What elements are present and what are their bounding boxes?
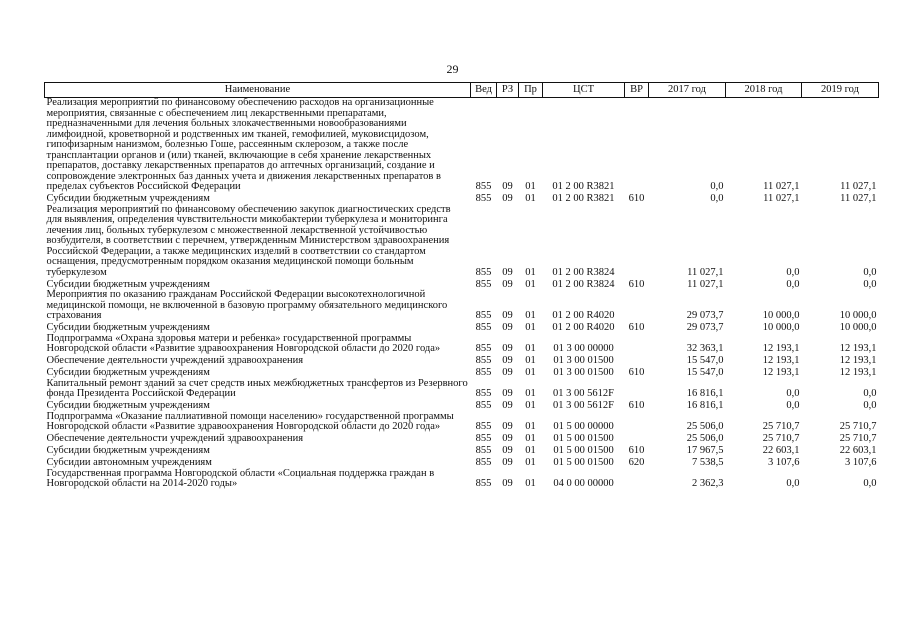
cell-cst: 04 0 00 00000 [553,478,614,489]
table-row [45,457,879,469]
cell-vr [625,334,649,355]
cell-cst: 01 3 00 01500 [553,355,614,366]
cell-rz: 09 [502,266,513,278]
table-row [45,412,879,433]
cell-2017: 29 073,7 [686,322,724,333]
cell-rz: 09 [502,367,513,378]
cell-pr: 01 [525,457,536,468]
cell-2019: 0,0 [863,278,877,290]
cell-name: Реализация мероприятий по финансовому обеспечению закупок диагностических средств для выявления, определения чувствительности микобактерии туберкулеза и мониторинга лечения лиц, больных туберкулезом с множественной лекарственной устойчивостью возбудителя, в соответствии с перечнем, утвержденным Министерством здравоохранения Российской Федерации, а также медицинских изделий в соответствии со стандартом оснащения, предусмотренным порядком оказания медицинской помощи больным туберкулезом [46,203,451,278]
cell-2018: 25 710,7 [762,421,800,432]
cell-2018: 0,0 [786,400,800,411]
cell-ved: 855 [475,278,492,290]
cell-ved: 855 [475,266,492,278]
header-cst: ЦСТ [543,83,625,98]
cell-rz: 09 [502,400,513,411]
cell-name: Субсидии бюджетным учреждениям [46,322,210,333]
cell-2017: 0,0 [710,181,724,192]
header-vr: ВР [625,83,649,98]
cell-rz: 09 [502,181,513,192]
cell-ved: 855 [475,310,492,321]
cell-cst: 01 3 00 5612F [553,400,614,411]
cell-rz: 09 [502,478,513,489]
cell-pr: 01 [525,433,536,444]
cell-2019: 25 710,7 [839,433,877,444]
cell-2017: 32 363,1 [686,343,724,354]
cell-vr [625,379,649,400]
header-ved: Вед [471,83,497,98]
header-2017: 2017 год [649,83,726,98]
cell-rz: 09 [502,457,513,468]
table-body [45,98,879,490]
cell-cst: 01 3 00 01500 [553,367,614,378]
cell-rz: 09 [502,445,513,456]
cell-name: Реализация мероприятий по финансовому обеспечению расходов на организационные мероприятия, связанные с обеспечением лиц лекарственными препаратами, предназначенными для лечения больных злокачественными новообразованиями лимфоидной, кроветворной и родственных им тканей, гемофилией, муковисцидозом, гипофизарным нанизмом, болезнью Гоше, рассеянным склерозом, а также после трансплантации органов и (или) тканей, включающие в себя хранение лекарственных препаратов, доставку лекарственных препаратов до аптечных организаций, создание и сопровождение электронных баз данных учета и движения лекарственных препаратов в пределах субъектов Российской Федерации [46,97,441,192]
cell-vr [625,98,649,193]
header-pr: Пр [519,83,543,98]
cell-2017: 0,0 [710,193,724,204]
cell-cst: 01 5 00 01500 [553,457,614,468]
cell-pr: 01 [525,445,536,456]
cell-name: Капитальный ремонт зданий за счет средств иных межбюджетных трансфертов из Резервного фонда Президента Российской Федерации [46,377,468,399]
cell-rz: 09 [502,193,513,204]
cell-2019: 10 000,0 [839,322,877,333]
cell-vr [625,290,649,322]
cell-2019: 0,0 [863,266,877,278]
cell-2019: 0,0 [863,478,877,489]
table-row [45,367,879,379]
cell-2017: 25 506,0 [686,433,724,444]
cell-2019: 12 193,1 [839,355,877,366]
cell-vr: 610 [628,445,645,456]
cell-pr: 01 [525,400,536,411]
cell-pr: 01 [525,421,536,432]
cell-2018: 0,0 [786,478,800,489]
cell-2017: 11 027,1 [687,266,724,278]
cell-2018: 10 000,0 [762,310,800,321]
cell-ved: 855 [475,322,492,333]
cell-cst: 01 2 00 R3821 [552,181,615,192]
cell-2017: 16 816,1 [686,400,724,411]
cell-2019: 25 710,7 [839,421,877,432]
cell-ved: 855 [475,421,492,432]
cell-ved: 855 [475,343,492,354]
cell-cst: 01 2 00 R3821 [552,193,615,204]
cell-rz: 09 [502,278,513,290]
cell-2019: 11 027,1 [840,193,877,204]
header-name: Наименование [45,83,471,98]
cell-2019: 0,0 [863,388,877,399]
cell-ved: 855 [475,445,492,456]
cell-pr: 01 [525,278,536,290]
cell-rz: 09 [502,433,513,444]
cell-2018: 22 603,1 [762,445,800,456]
cell-ved: 855 [475,355,492,366]
cell-name: Обеспечение деятельности учреждений здравоохранения [46,433,304,444]
cell-2017: 7 538,5 [692,457,724,468]
table-row [45,445,879,457]
cell-ved: 855 [475,478,492,489]
cell-pr: 01 [525,343,536,354]
cell-name: Субсидии бюджетным учреждениям [46,400,210,411]
table-row [45,400,879,412]
cell-cst: 01 2 00 R3824 [552,266,615,278]
header-2018: 2018 год [726,83,802,98]
cell-name: Подпрограмма «Охрана здоровья матери и ребенка» государственной программы Новгородской области «Развитие здравоохранения Новгородской области до 2020 года» [46,332,441,354]
cell-name: Субсидии бюджетным учреждениям [46,445,210,456]
cell-ved: 855 [475,181,492,192]
cell-vr: 610 [628,367,645,378]
cell-2018: 10 000,0 [762,322,800,333]
cell-name: Подпрограмма «Оказание паллиативной помощи населению» государственной программы Новгородской области «Развитие здравоохранения Новгородской области до 2020 года» [46,410,454,432]
table-row [45,322,879,334]
cell-2019: 3 107,6 [845,457,877,468]
cell-name: Обеспечение деятельности учреждений здравоохранения [46,355,304,366]
cell-ved: 855 [475,388,492,399]
cell-2017: 2 362,3 [692,478,724,489]
table-row [45,290,879,322]
cell-2019: 10 000,0 [839,310,877,321]
cell-cst: 01 2 00 R4020 [552,322,615,333]
cell-2019: 0,0 [863,400,877,411]
table-row [45,193,879,205]
cell-rz: 09 [502,343,513,354]
cell-ved: 855 [475,400,492,411]
cell-2019: 22 603,1 [839,445,877,456]
cell-2018: 12 193,1 [762,367,800,378]
header-rz: РЗ [497,83,519,98]
cell-name: Субсидии бюджетным учреждениям [46,278,210,290]
cell-pr: 01 [525,322,536,333]
cell-2018: 12 193,1 [762,343,800,354]
cell-cst: 01 2 00 R3824 [552,278,615,290]
header-2019: 2019 год [802,83,879,98]
table-row [45,98,879,193]
cell-name: Мероприятия по оказанию гражданам Российской Федерации высокотехнологичной медицинской помощи, не включенной в базовую программу обязательного медицинского страхования [46,289,448,321]
cell-2018: 12 193,1 [762,355,800,366]
cell-rz: 09 [502,322,513,333]
cell-vr [625,355,649,367]
cell-2019: 11 027,1 [840,181,877,192]
cell-pr: 01 [525,193,536,204]
cell-pr: 01 [525,388,536,399]
cell-ved: 855 [475,367,492,378]
cell-cst: 01 3 00 5612F [553,388,614,399]
cell-2017: 15 547,0 [686,367,724,378]
page-number: 29 [446,62,459,76]
cell-2018: 11 027,1 [763,181,800,192]
cell-rz: 09 [502,355,513,366]
cell-name: Субсидии бюджетным учреждениям [46,367,210,378]
table-row [45,355,879,367]
cell-2017: 17 967,5 [686,445,724,456]
cell-name: Государственная программа Новгородской области «Социальная поддержка граждан в Новгородской области на 2014-2020 годы» [46,467,435,489]
cell-2017: 15 547,0 [686,355,724,366]
cell-ved: 855 [475,193,492,204]
cell-ved: 855 [475,457,492,468]
cell-vr: 620 [628,457,645,468]
cell-vr: 610 [628,278,645,290]
cell-2018: 11 027,1 [763,193,800,204]
cell-name: Субсидии бюджетным учреждениям [46,193,210,204]
cell-cst: 01 5 00 01500 [553,445,614,456]
cell-vr: 610 [628,400,645,411]
cell-pr: 01 [525,266,536,278]
cell-cst: 01 2 00 R4020 [552,310,615,321]
cell-cst: 01 3 00 00000 [553,343,614,354]
table-row [45,433,879,445]
cell-pr: 01 [525,181,536,192]
cell-2018: 0,0 [786,266,800,278]
cell-vr [625,469,649,490]
cell-2018: 3 107,6 [768,457,800,468]
cell-ved: 855 [475,433,492,444]
cell-pr: 01 [525,367,536,378]
cell-2017: 29 073,7 [686,310,724,321]
cell-rz: 09 [502,388,513,399]
cell-pr: 01 [525,478,536,489]
cell-name: Субсидии автономным учреждениям [46,457,212,468]
table-row [45,469,879,490]
cell-vr [625,412,649,433]
cell-2018: 0,0 [786,278,800,290]
table-row [45,205,879,279]
table-header-row [45,83,879,98]
cell-pr: 01 [525,355,536,366]
cell-vr [625,433,649,445]
cell-rz: 09 [502,421,513,432]
cell-pr: 01 [525,310,536,321]
cell-2017: 25 506,0 [686,421,724,432]
cell-2019: 12 193,1 [839,343,877,354]
cell-rz: 09 [502,310,513,321]
cell-cst: 01 5 00 01500 [553,433,614,444]
table-row [45,334,879,355]
cell-2017: 16 816,1 [686,388,724,399]
cell-2019: 12 193,1 [839,367,877,378]
cell-cst: 01 5 00 00000 [553,421,614,432]
cell-2018: 25 710,7 [762,433,800,444]
budget-table [44,82,879,490]
cell-2017: 11 027,1 [687,278,724,290]
cell-vr: 610 [628,193,645,204]
cell-vr [625,205,649,279]
cell-vr: 610 [628,322,645,333]
cell-2018: 0,0 [786,388,800,399]
table-row [45,379,879,400]
